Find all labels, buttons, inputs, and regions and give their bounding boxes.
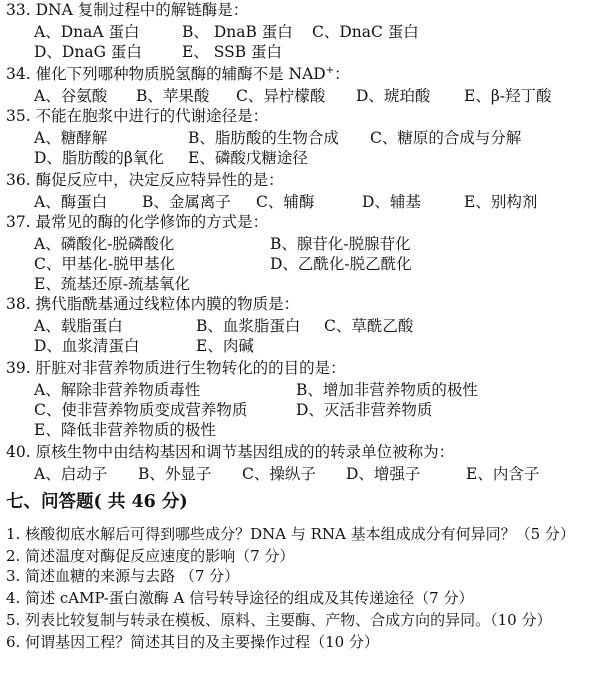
question-36-stem: 36. 酶促反应中，决定反应特异性的是： [6, 171, 284, 189]
q34-option-d: D、琥珀酸 [356, 87, 431, 105]
essay-question-2: 2. 简述温度对酶促反应速度的影响（7 分） [6, 547, 295, 565]
section-title: 七、问答题( 共 46 分) [6, 492, 188, 512]
q34-option-b: B、苹果酸 [136, 87, 210, 105]
q40-option-d: D、增强子 [346, 465, 421, 483]
q35-option-b: B、脂肪酸的生物合成 [188, 129, 339, 147]
q40-option-b: B、外显子 [138, 465, 212, 483]
question-33-stem: 33. DNA 复制过程中的解链酶是： [6, 1, 249, 19]
question-40-stem: 40. 原核生物中由结构基因和调节基因组成的的转录单位被称为： [6, 443, 455, 461]
essay-question-1: 1. 核酸彻底水解后可得到哪些成分？DNA 与 RNA 基本组成成分有何异同？（5 分） [6, 525, 575, 543]
q39-option-b: B、增加非营养物质的极性 [296, 381, 478, 399]
q37-option-a: A、磷酸化-脱磷酸化 [34, 235, 175, 253]
essay-question-3: 3. 简述血糖的来源与去路 （7 分） [6, 567, 240, 585]
q35-option-a: A、糖酵解 [34, 129, 108, 147]
q39-option-d: D、灭活非营养物质 [296, 401, 433, 419]
q34-option-a: A、谷氨酸 [34, 87, 108, 105]
q33-option-c: C、DnaC 蛋白 [312, 23, 419, 41]
q39-option-c: C、使非营养物质变成营养物质 [34, 401, 248, 419]
q36-option-d: D、辅基 [362, 193, 421, 211]
q36-option-a: A、酶蛋白 [34, 193, 108, 211]
q35-option-c: C、糖原的合成与分解 [370, 129, 522, 147]
q39-option-e: E、降低非营养物质的极性 [34, 421, 216, 439]
q37-option-c: C、甲基化-脱甲基化 [34, 255, 176, 273]
q38-option-a: A、载脂蛋白 [34, 317, 123, 335]
q35-option-e: E、磷酸戊糖途径 [188, 149, 308, 167]
q33-option-a: A、DnaA 蛋白 [34, 23, 140, 41]
q37-option-d: D、乙酰化-脱乙酰化 [270, 255, 412, 273]
question-34-stem: 34. 催化下列哪种物质脱氢酶的辅酶不是 NAD+： [6, 64, 350, 83]
q40-option-e: E、内含子 [466, 465, 540, 483]
q40-option-c: C、操纵子 [242, 465, 316, 483]
q35-option-d: D、脂肪酸的β氧化 [34, 149, 164, 167]
q38-option-c: C、草酰乙酸 [324, 317, 414, 335]
essay-question-6: 6. 何谓基因工程？简述其目的及主要操作过程（10 分） [6, 633, 379, 651]
question-38-stem: 38. 携代脂酰基通过线粒体内膜的物质是： [6, 295, 300, 313]
q38-option-d: D、血浆清蛋白 [34, 337, 140, 355]
q38-option-e: E、肉碱 [196, 337, 254, 355]
question-39-stem: 39. 肝脏对非营养物质进行生物转化的的目的是： [6, 359, 346, 377]
q34-option-c: C、异柠檬酸 [236, 87, 326, 105]
q37-option-e: E、巯基还原-巯基氧化 [34, 275, 191, 293]
essay-question-5: 5. 列表比较复制与转录在模板、原料、主要酶、产物、合成方向的异同。（10 分） [6, 611, 552, 629]
question-35-stem: 35. 不能在胞浆中进行的代谢途径是： [6, 107, 269, 125]
question-37-stem: 37. 最常见的酶的化学修饰的方式是： [6, 213, 269, 231]
q40-option-a: A、启动子 [34, 465, 108, 483]
q33-option-e: E、 SSB 蛋白 [182, 43, 283, 61]
q34-option-e: E、β-羟丁酸 [464, 87, 552, 105]
q33-option-d: D、DnaG 蛋白 [34, 43, 142, 61]
q36-option-c: C、辅酶 [256, 193, 315, 211]
essay-question-4: 4. 简述 cAMP-蛋白激酶 A 信号转导途径的组成及其传递途径（7 分） [6, 589, 474, 607]
q39-option-a: A、解除非营养物质毒性 [34, 381, 201, 399]
q33-option-b: B、 DnaB 蛋白 [182, 23, 293, 41]
q36-option-b: B、金属离子 [142, 193, 231, 211]
q37-option-b: B、腺苷化-脱腺苷化 [270, 235, 411, 253]
q36-option-e: E、别构剂 [464, 193, 538, 211]
q38-option-b: B、血浆脂蛋白 [196, 317, 301, 335]
